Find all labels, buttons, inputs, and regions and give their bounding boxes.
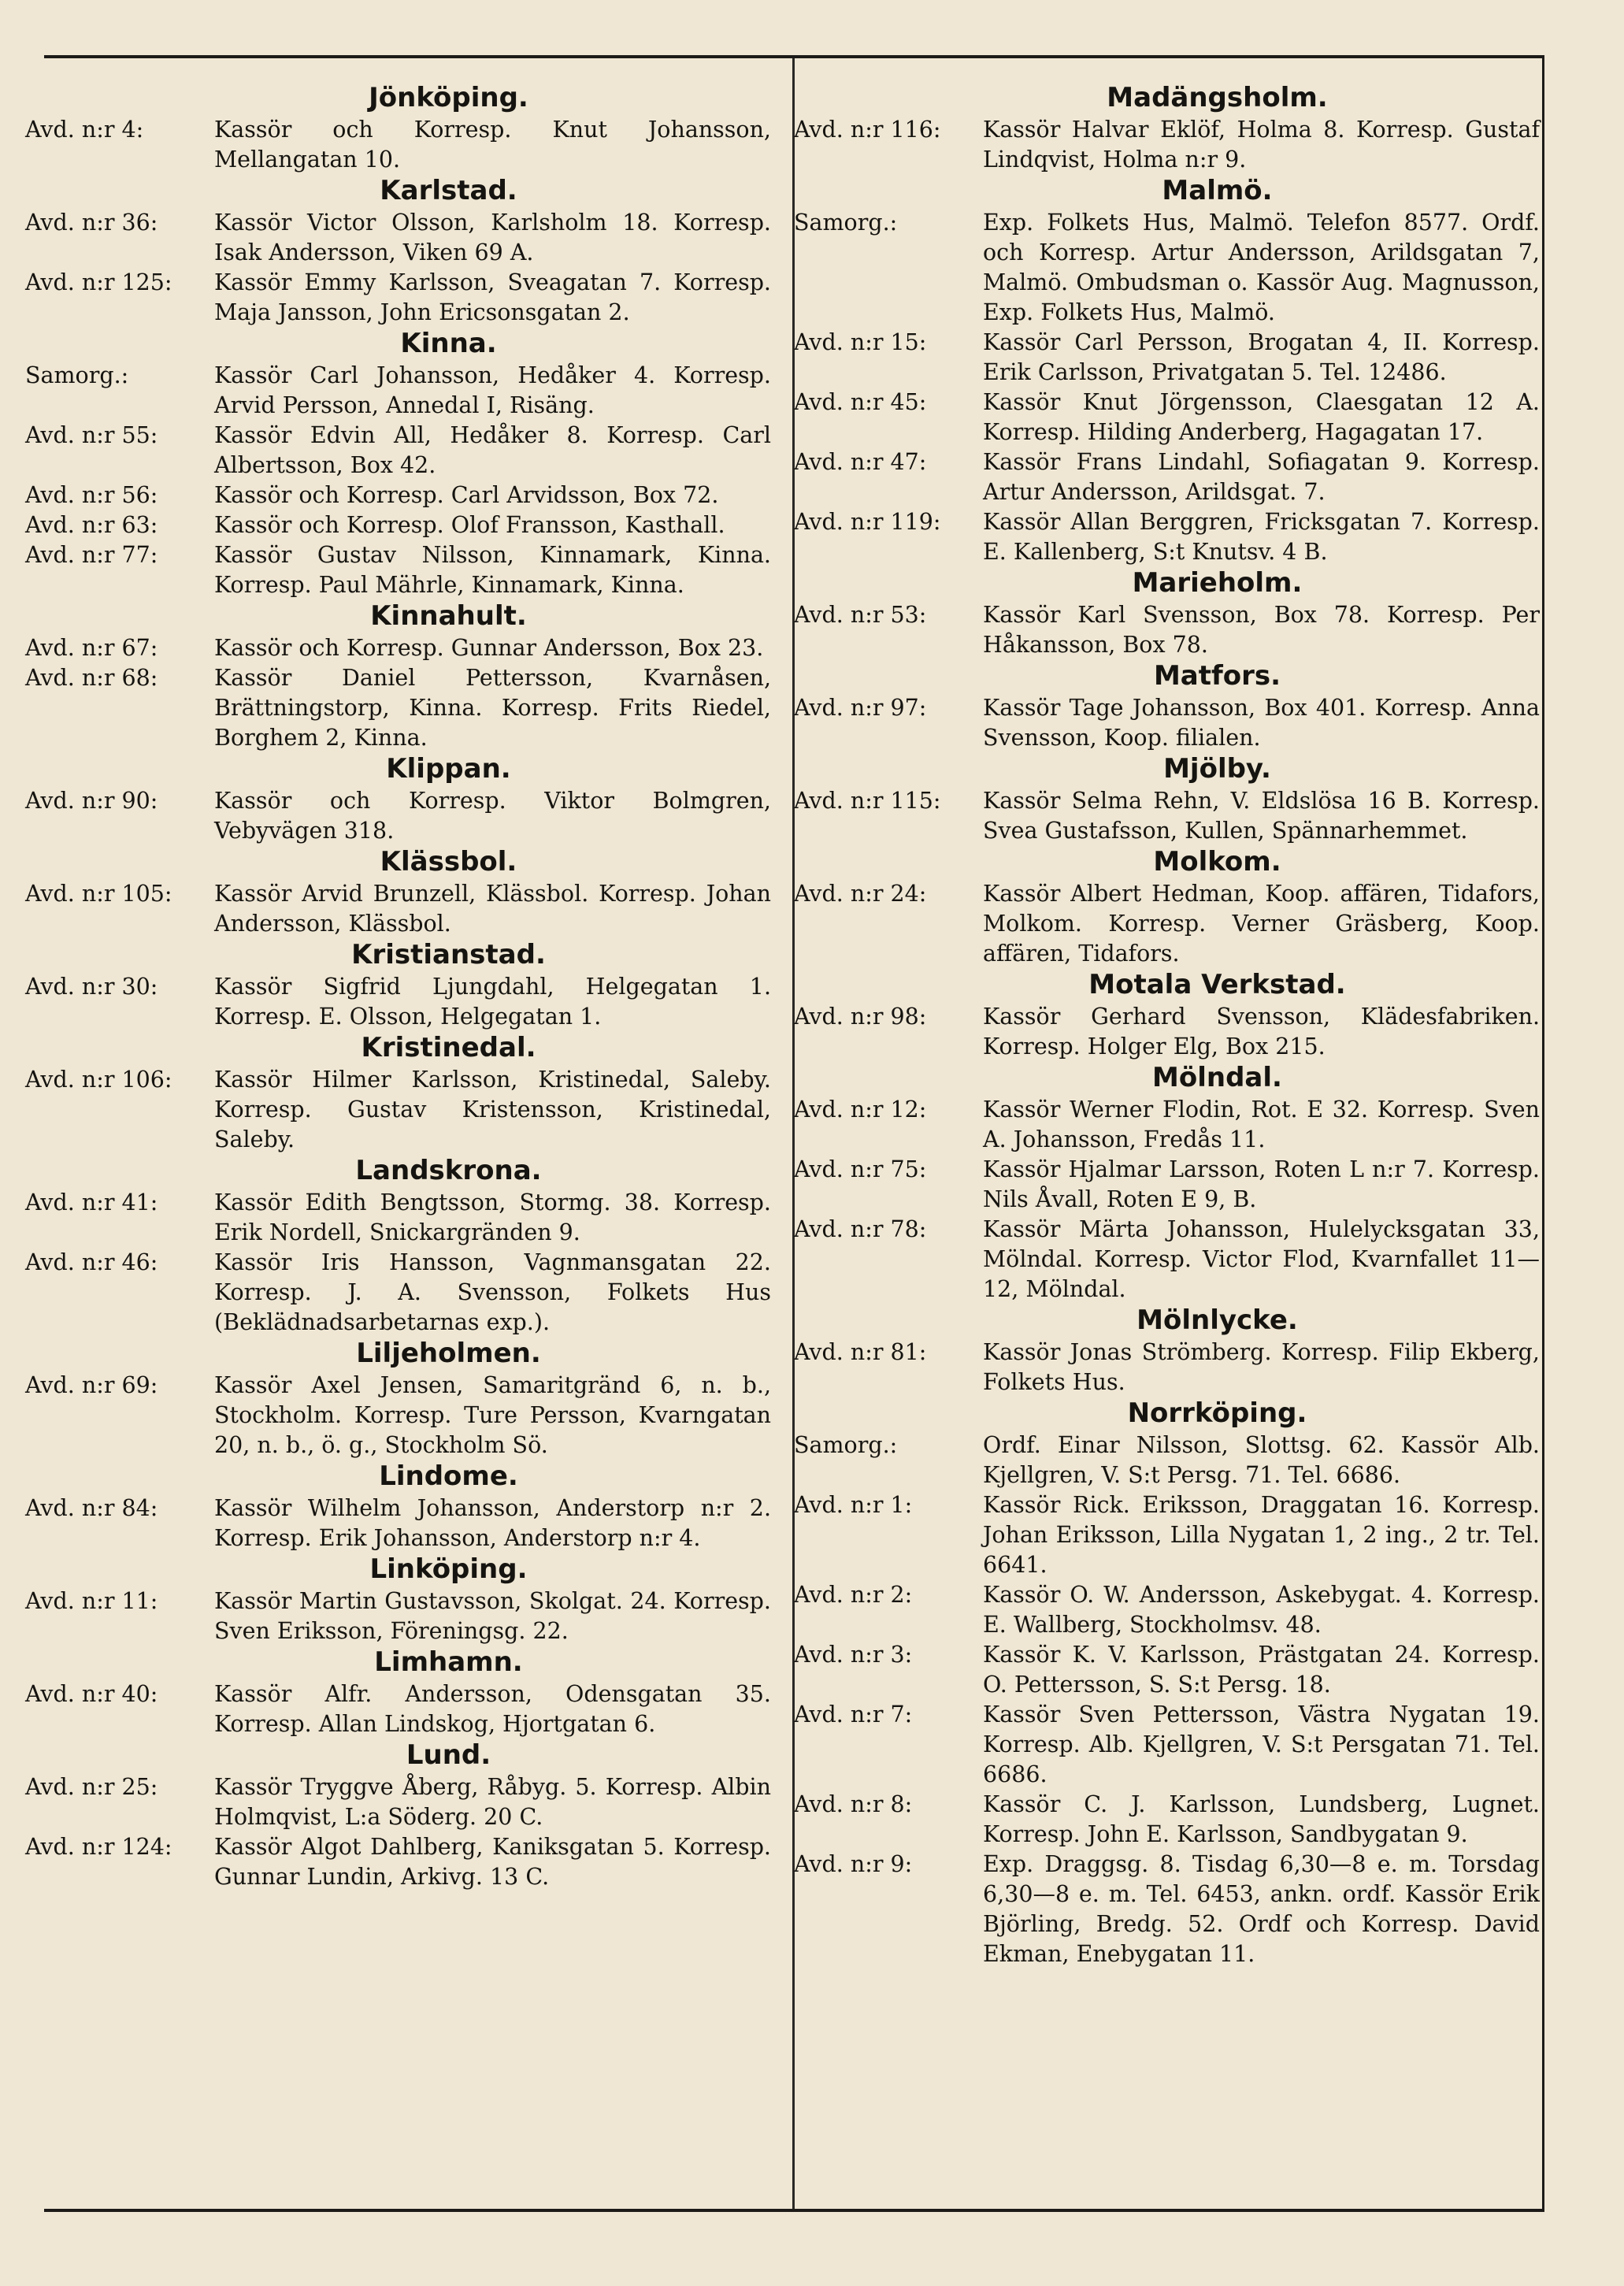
branch-entry xyxy=(25,972,777,1032)
branch-contacts: Kassör Karl Svensson, Box 78. Korresp. Per Håkansson, Box 78. xyxy=(983,602,1540,658)
branch-entry xyxy=(25,421,777,481)
branch-label: Avd. n:r 125: xyxy=(25,269,172,295)
town-heading: Kristianstad. xyxy=(351,939,546,970)
branch-entry xyxy=(794,879,1546,969)
town-heading: Mjölby. xyxy=(1163,753,1271,785)
branch-contacts: Kassör Alfr. Andersson, Odensgatan 35. Korresp. Allan Lindskog, Hjortgatan 6. xyxy=(214,1681,771,1737)
town-heading: Klippan. xyxy=(386,753,511,785)
branch-contacts: Kassör Halvar Eklöf, Holma 8. Korresp. Gustaf Lindqvist, Holma n:r 9. xyxy=(983,117,1540,173)
branch-label: Avd. n:r 119: xyxy=(794,509,941,535)
branch-label: Avd. n:r 115: xyxy=(794,788,941,814)
branch-entry xyxy=(25,663,777,753)
town-section xyxy=(794,969,1546,1062)
town-section xyxy=(25,1155,777,1338)
branch-contacts: Kassör Arvid Brunzell, Klässbol. Korresp. Johan Andersson, Klässbol. xyxy=(214,881,771,937)
branch-label: Avd. n:r 47: xyxy=(794,449,927,475)
branch-entry xyxy=(25,633,777,663)
branch-entry xyxy=(25,115,777,175)
branch-entry xyxy=(794,1431,1546,1490)
town-section xyxy=(794,567,1546,660)
branch-entry xyxy=(25,1586,777,1646)
branch-label: Avd. n:r 41: xyxy=(25,1189,158,1215)
town-heading: Kinna. xyxy=(400,328,497,359)
branch-entry xyxy=(25,786,777,846)
branch-label: Avd. n:r 7: xyxy=(794,1702,913,1727)
branch-label: Avd. n:r 45: xyxy=(794,389,927,415)
town-section xyxy=(25,1553,777,1646)
left-column xyxy=(25,82,777,1892)
town-heading: Molkom. xyxy=(1153,846,1281,878)
branch-contacts: Kassör Axel Jensen, Samaritgränd 6, n. b., Stockholm. Korresp. Ture Persson, Kvarngatan 20, n. b., ö. g., Stockholm Sö. xyxy=(214,1372,771,1458)
town-heading: Linköping. xyxy=(369,1553,528,1585)
branch-label: Avd. n:r 106: xyxy=(25,1067,172,1093)
town-heading: Matfors. xyxy=(1153,660,1281,692)
branch-label: Avd. n:r 24: xyxy=(794,881,927,907)
town-heading: Limhamn. xyxy=(374,1646,523,1678)
branch-contacts: Kassör Tryggve Åberg, Råbyg. 5. Korresp. Albin Holmqvist, L:a Söderg. 20 C. xyxy=(214,1774,771,1830)
branch-label: Samorg.: xyxy=(794,210,898,236)
town-section xyxy=(794,1304,1546,1397)
town-heading: Norrköping. xyxy=(1127,1397,1307,1429)
branch-contacts: Kassör Knut Jörgensson, Claesgatan 12 A. Korresp. Hilding Anderberg, Hagagatan 17. xyxy=(983,389,1540,445)
town-heading: Mölnlycke. xyxy=(1136,1304,1298,1336)
branch-entry xyxy=(25,1371,777,1460)
branch-entry xyxy=(25,879,777,939)
branch-contacts: Kassör Edvin All, Hedåker 8. Korresp. Carl Albertsson, Box 42. xyxy=(214,422,771,478)
branch-entry xyxy=(794,447,1546,507)
town-heading: Malmö. xyxy=(1162,175,1273,206)
branch-entry xyxy=(794,1790,1546,1850)
branch-contacts: Kassör Jonas Strömberg. Korresp. Filip Ekberg, Folkets Hus. xyxy=(983,1339,1540,1395)
town-section xyxy=(794,82,1546,175)
branch-label: Avd. n:r 46: xyxy=(25,1249,158,1275)
branch-entry xyxy=(794,115,1546,175)
town-section xyxy=(25,328,777,600)
branch-contacts: Kassör Victor Olsson, Karlsholm 18. Korresp. Isak Andersson, Viken 69 A. xyxy=(214,210,771,265)
town-heading: Liljeholmen. xyxy=(356,1338,541,1369)
town-heading: Karlstad. xyxy=(380,175,517,206)
branch-label: Samorg.: xyxy=(794,1432,898,1458)
town-heading: Lund. xyxy=(406,1739,491,1771)
branch-label: Avd. n:r 78: xyxy=(794,1216,927,1242)
branch-contacts: Kassör Gerhard Svensson, Klädesfabriken. Korresp. Holger Elg, Box 215. xyxy=(983,1004,1540,1060)
branch-entry xyxy=(794,1002,1546,1062)
branch-label: Avd. n:r 97: xyxy=(794,695,927,721)
branch-contacts: Kassör Selma Rehn, V. Eldslösa 16 B. Korresp. Svea Gustafsson, Kullen, Spännarhemmet. xyxy=(983,788,1540,844)
branch-label: Avd. n:r 67: xyxy=(25,635,158,661)
branch-entry xyxy=(794,1095,1546,1155)
branch-entry xyxy=(794,507,1546,567)
branch-label: Avd. n:r 105: xyxy=(25,881,172,907)
town-section xyxy=(25,939,777,1032)
branch-entry xyxy=(794,1155,1546,1215)
branch-contacts: Kassör Martin Gustavsson, Skolgat. 24. Korresp. Sven Eriksson, Föreningsg. 22. xyxy=(214,1588,771,1644)
town-section xyxy=(25,175,777,328)
branch-entry xyxy=(25,1065,777,1155)
town-section xyxy=(25,753,777,846)
town-section xyxy=(25,1739,777,1892)
branch-label: Avd. n:r 81: xyxy=(794,1339,927,1365)
branch-entry xyxy=(794,1700,1546,1790)
branch-entry xyxy=(794,1338,1546,1397)
branch-label: Avd. n:r 30: xyxy=(25,974,158,1000)
branch-contacts: Kassör Hjalmar Larsson, Roten L n:r 7. Korresp. Nils Åvall, Roten E 9, B. xyxy=(983,1156,1540,1212)
branch-entry xyxy=(25,1248,777,1338)
town-section xyxy=(25,846,777,939)
town-section xyxy=(25,82,777,175)
branch-label: Avd. n:r 11: xyxy=(25,1588,158,1614)
branch-contacts: Kassör och Korresp. Carl Arvidsson, Box 72. xyxy=(214,482,719,508)
branch-entry xyxy=(794,1850,1546,1969)
branch-entry xyxy=(794,1215,1546,1304)
right-column xyxy=(794,82,1546,1969)
branch-label: Avd. n:r 75: xyxy=(794,1156,927,1182)
branch-contacts: Kassör Frans Lindahl, Sofiagatan 9. Korresp. Artur Andersson, Arildsgat. 7. xyxy=(983,449,1540,505)
branch-label: Avd. n:r 9: xyxy=(794,1851,913,1877)
branch-entry xyxy=(25,1188,777,1248)
town-heading: Mölndal. xyxy=(1152,1062,1282,1093)
branch-contacts: Kassör och Korresp. Knut Johansson, Mellangatan 10. xyxy=(214,117,771,173)
town-heading: Marieholm. xyxy=(1132,567,1303,599)
branch-entry xyxy=(794,1640,1546,1700)
branch-contacts: Kassör Sigfrid Ljungdahl, Helgegatan 1. Korresp. E. Olsson, Helgegatan 1. xyxy=(214,974,771,1030)
branch-entry xyxy=(25,540,777,600)
branch-entry xyxy=(794,208,1546,328)
town-heading: Motala Verkstad. xyxy=(1088,969,1346,1000)
branch-label: Avd. n:r 40: xyxy=(25,1681,158,1707)
town-heading: Klässbol. xyxy=(380,846,517,878)
branch-entry xyxy=(25,510,777,540)
branch-label: Avd. n:r 55: xyxy=(25,422,158,448)
town-heading: Lindome. xyxy=(379,1460,518,1492)
branch-label: Avd. n:r 1: xyxy=(794,1492,913,1518)
branch-contacts: Kassör Tage Johansson, Box 401. Korresp. Anna Svensson, Koop. filialen. xyxy=(983,695,1540,751)
branch-entry xyxy=(25,361,777,421)
branch-contacts: Kassör Hilmer Karlsson, Kristinedal, Saleby. Korresp. Gustav Kristensson, Kristinedal, Saleby. xyxy=(214,1067,771,1152)
branch-contacts: Kassör C. J. Karlsson, Lundsberg, Lugnet. Korresp. John E. Karlsson, Sandbygatan 9. xyxy=(983,1791,1540,1847)
branch-label: Avd. n:r 124: xyxy=(25,1834,172,1860)
branch-entry xyxy=(794,1490,1546,1580)
branch-contacts: Kassör Albert Hedman, Koop. affären, Tidafors, Molkom. Korresp. Verner Gräsberg, Koop. affären, Tidafors. xyxy=(983,881,1540,967)
town-section xyxy=(794,753,1546,846)
branch-contacts: Kassör Edith Bengtsson, Stormg. 38. Korresp. Erik Nordell, Snickargränden 9. xyxy=(214,1189,771,1245)
branch-label: Avd. n:r 3: xyxy=(794,1642,913,1668)
branch-contacts: Kassör och Korresp. Olof Fransson, Kasthall. xyxy=(214,512,725,538)
branch-label: Avd. n:r 8: xyxy=(794,1791,913,1817)
branch-label: Avd. n:r 4: xyxy=(25,117,144,143)
town-section xyxy=(794,1062,1546,1304)
branch-contacts: Kassör Gustav Nilsson, Kinnamark, Kinna. Korresp. Paul Mährle, Kinnamark, Kinna. xyxy=(214,542,771,598)
branch-contacts: Kassör Carl Persson, Brogatan 4, II. Korresp. Erik Carlsson, Privatgatan 5. Tel. 12486. xyxy=(983,329,1540,385)
branch-contacts: Kassör Daniel Pettersson, Kvarnåsen, Brättningstorp, Kinna. Korresp. Frits Riedel, Borghem 2, Kinna. xyxy=(214,665,771,751)
branch-label: Avd. n:r 98: xyxy=(794,1004,927,1030)
branch-label: Avd. n:r 36: xyxy=(25,210,158,236)
branch-entry xyxy=(25,1772,777,1832)
branch-contacts: Ordf. Einar Nilsson, Slottsg. 62. Kassör Alb. Kjellgren, V. S:t Persg. 71. Tel. 6686. xyxy=(983,1432,1540,1488)
town-heading: Kristinedal. xyxy=(361,1032,536,1063)
branch-entry xyxy=(794,786,1546,846)
branch-contacts: Kassör Wilhelm Johansson, Anderstorp n:r 2. Korresp. Erik Johansson, Anderstorp n:r 4. xyxy=(214,1495,771,1551)
branch-contacts: Kassör Sven Pettersson, Västra Nygatan 19. Korresp. Alb. Kjellgren, V. S:t Persgatan 71. Tel. 6686. xyxy=(983,1702,1540,1787)
branch-entry xyxy=(25,208,777,268)
branch-label: Avd. n:r 25: xyxy=(25,1774,158,1800)
branch-label: Avd. n:r 90: xyxy=(25,788,158,814)
branch-contacts: Kassör Märta Johansson, Hulelycksgatan 33, Mölndal. Korresp. Victor Flod, Kvarnfallet 11—12, Mölndal. xyxy=(983,1216,1540,1302)
branch-contacts: Kassör Algot Dahlberg, Kaniksgatan 5. Korresp. Gunnar Lundin, Arkivg. 13 C. xyxy=(214,1834,771,1890)
branch-label: Avd. n:r 68: xyxy=(25,665,158,691)
town-section xyxy=(25,1032,777,1155)
branch-contacts: Exp. Draggsg. 8. Tisdag 6,30—8 e. m. Torsdag 6,30—8 e. m. Tel. 6453, ankn. ordf. Kassör Erik Björling, Bredg. 52. Ordf och Korresp. David Ekman, Enebygatan 11. xyxy=(983,1851,1540,1967)
branch-entry xyxy=(794,600,1546,660)
branch-contacts: Kassör och Korresp. Viktor Bolmgren, Vebyvägen 318. xyxy=(214,788,771,844)
branch-entry xyxy=(25,1832,777,1892)
town-section xyxy=(25,600,777,753)
town-section xyxy=(794,175,1546,567)
branch-entry xyxy=(25,1494,777,1553)
branch-entry xyxy=(794,388,1546,447)
branch-label: Avd. n:r 69: xyxy=(25,1372,158,1398)
town-section xyxy=(794,1397,1546,1969)
branch-contacts: Kassör Allan Berggren, Fricksgatan 7. Korresp. E. Kallenberg, S:t Knutsv. 4 B. xyxy=(983,509,1540,565)
branch-entry xyxy=(794,693,1546,753)
town-section xyxy=(25,1338,777,1460)
branch-entry xyxy=(794,1580,1546,1640)
branch-contacts: Exp. Folkets Hus, Malmö. Telefon 8577. Ordf. och Korresp. Artur Andersson, Arildsgatan 7, Malmö. Ombudsman o. Kassör Aug. Magnusson, Exp. Folkets Hus, Malmö. xyxy=(983,210,1540,325)
town-heading: Kinnahult. xyxy=(370,600,527,632)
branch-contacts: Kassör och Korresp. Gunnar Andersson, Box 23. xyxy=(214,635,764,661)
town-heading: Madängsholm. xyxy=(1107,82,1328,113)
branch-contacts: Kassör Emmy Karlsson, Sveagatan 7. Korresp. Maja Jansson, John Ericsonsgatan 2. xyxy=(214,269,771,325)
town-section xyxy=(25,1646,777,1739)
branch-label: Avd. n:r 56: xyxy=(25,482,158,508)
branch-entry xyxy=(25,481,777,510)
town-section xyxy=(25,1460,777,1553)
branch-contacts: Kassör Iris Hansson, Vagnmansgatan 22. Korresp. J. A. Svensson, Folkets Hus (Beklädnadsarbetarnas exp.). xyxy=(214,1249,771,1335)
town-heading: Landskrona. xyxy=(355,1155,542,1186)
branch-label: Avd. n:r 2: xyxy=(794,1582,913,1608)
branch-label: Avd. n:r 53: xyxy=(794,602,927,628)
town-section xyxy=(794,660,1546,753)
branch-contacts: Kassör O. W. Andersson, Askebygat. 4. Korresp. E. Wallberg, Stockholmsv. 48. xyxy=(983,1582,1540,1638)
branch-entry xyxy=(25,1679,777,1739)
branch-label: Samorg.: xyxy=(25,362,129,388)
branch-label: Avd. n:r 12: xyxy=(794,1097,927,1123)
branch-label: Avd. n:r 116: xyxy=(794,117,941,143)
branch-contacts: Kassör Carl Johansson, Hedåker 4. Korresp. Arvid Persson, Annedal I, Risäng. xyxy=(214,362,771,418)
branch-label: Avd. n:r 84: xyxy=(25,1495,158,1521)
branch-contacts: Kassör Rick. Eriksson, Draggatan 16. Korresp. Johan Eriksson, Lilla Nygatan 1, 2 ing., 2 tr. Tel. 6641. xyxy=(983,1492,1540,1578)
branch-contacts: Kassör K. V. Karlsson, Prästgatan 24. Korresp. O. Pettersson, S. S:t Persg. 18. xyxy=(983,1642,1540,1698)
branch-contacts: Kassör Werner Flodin, Rot. E 32. Korresp. Sven A. Johansson, Fredås 11. xyxy=(983,1097,1540,1152)
branch-label: Avd. n:r 63: xyxy=(25,512,158,538)
branch-entry xyxy=(794,328,1546,388)
branch-label: Avd. n:r 77: xyxy=(25,542,158,568)
town-heading: Jönköping. xyxy=(369,82,528,113)
branch-entry xyxy=(25,268,777,328)
branch-label: Avd. n:r 15: xyxy=(794,329,927,355)
town-section xyxy=(794,846,1546,969)
